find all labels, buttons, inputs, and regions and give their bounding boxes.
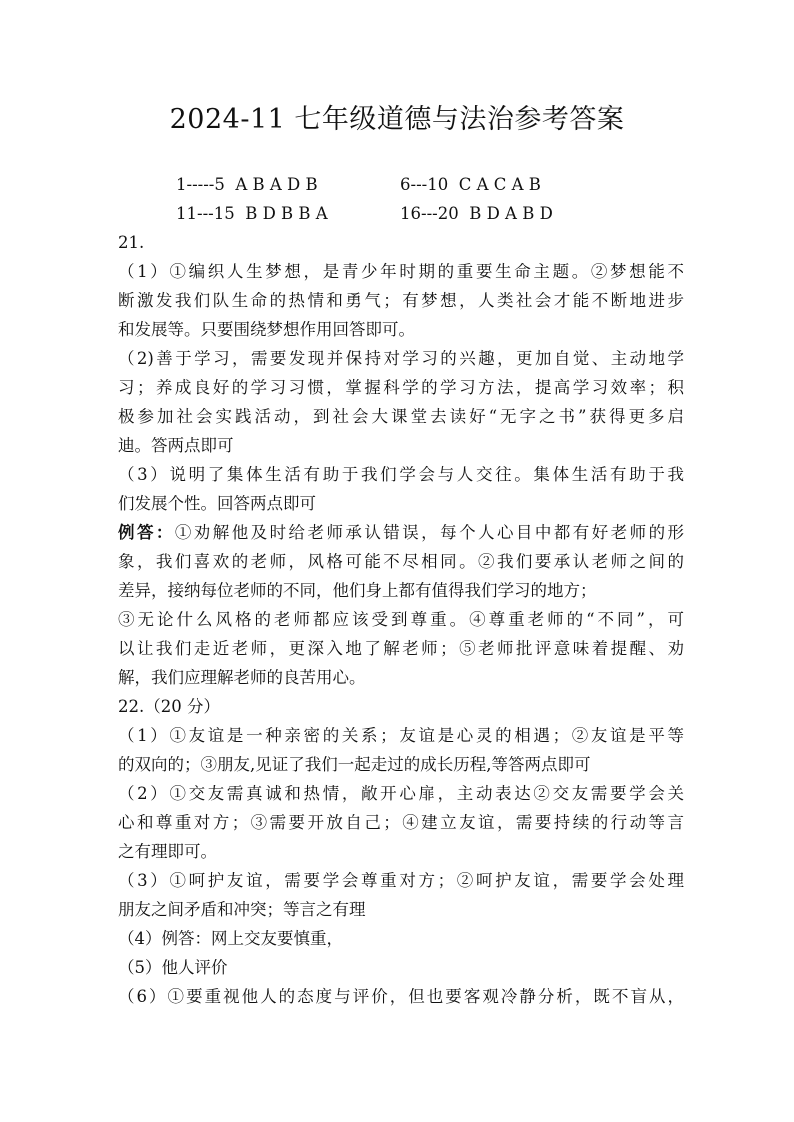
multiple-choice-answer-key [176,170,553,228]
answer-line: 心和尊重对方；③需要开放自己；④建立友谊，需要持续的行动等言 [118,813,684,832]
answer-line: 解，我们应理解老师的良苦用心。 [118,668,366,687]
answer-key-row [176,199,553,228]
example-answer-text: ①劝解他及时给老师承认错误，每个人心目中都有好老师的形 [174,523,685,542]
answer-line: 们发展个性。回答两点即可 [118,494,316,513]
answer-group-6-10: 6---10 C A C A B [400,175,541,194]
answer-line: ③无论什么风格的老师都应该受到尊重。④尊重老师的“不同”，可 [118,610,684,629]
answer-body [118,228,684,1011]
document-title: 2024-11 七年级道德与法治参考答案 [169,104,625,135]
answer-line: （1）①友谊是一种亲密的关系；友谊是心灵的相遇；②友谊是平等 [118,726,684,745]
answer-line: 之有理即可。 [118,842,217,861]
question-number-22: 22.（20 分） [118,697,220,716]
example-answer-line [118,518,684,547]
answer-line: 习；养成良好的学习习惯，掌握科学的学习方法，提高学习效率；积 [118,378,684,397]
answer-group-1-5: 1-----5 A B A D B [176,175,318,194]
answer-line: （5）他人评价 [118,958,228,977]
answer-line: 朋友之间矛盾和冲突；等言之有理 [118,900,366,919]
example-answer-label: 例答： [118,523,175,542]
answer-line: （6）①要重视他人的态度与评价，但也要客观冷静分析，既不盲从， [118,987,684,1006]
answer-line: （1）①编织人生梦想，是青少年时期的重要生命主题。②梦想能不 [118,262,684,281]
answer-line: 差异，接纳每位老师的不同，他们身上都有值得我们学习的地方； [118,581,597,600]
answer-line: 和发展等。只要围绕梦想作用回答即可。 [118,320,415,339]
answer-group-16-20: 16---20 B D A B D [400,204,553,223]
answer-line: 以让我们走近老师，更深入地了解老师；⑤老师批评意味着提醒、劝 [118,639,684,658]
question-number-21: 21. [118,233,145,252]
answer-line: （2)善于学习，需要发现并保持对学习的兴趣，更加自觉、主动地学 [118,349,684,368]
answer-group-11-15: 11---15 B D B B A [176,204,328,223]
answer-line: 象，我们喜欢的老师，风格可能不尽相同。②我们要承认老师之间的 [118,552,684,571]
answer-line: （3）说明了集体生活有助于我们学会与人交往。集体生活有助于我 [118,465,684,484]
answer-key-row [176,170,553,199]
answer-line: 的双向的；③朋友,见证了我们一起走过的成长历程,等答两点即可 [118,755,591,774]
answer-line: 极参加社会实践活动，到社会大课堂去读好“无字之书”获得更多启 [118,407,684,426]
answer-line: （3）①呵护友谊，需要学会尊重对方；②呵护友谊，需要学会处理 [118,871,684,890]
answer-line: （2）①交友需真诚和热情，敞开心扉，主动表达②交友需要学会关 [118,784,684,803]
answer-line: 迪。答两点即可 [118,436,234,455]
answer-line: （4）例答：网上交友要慎重， [118,929,343,948]
answer-line: 断激发我们队生命的热情和勇气；有梦想，人类社会才能不断地进步 [118,291,684,310]
